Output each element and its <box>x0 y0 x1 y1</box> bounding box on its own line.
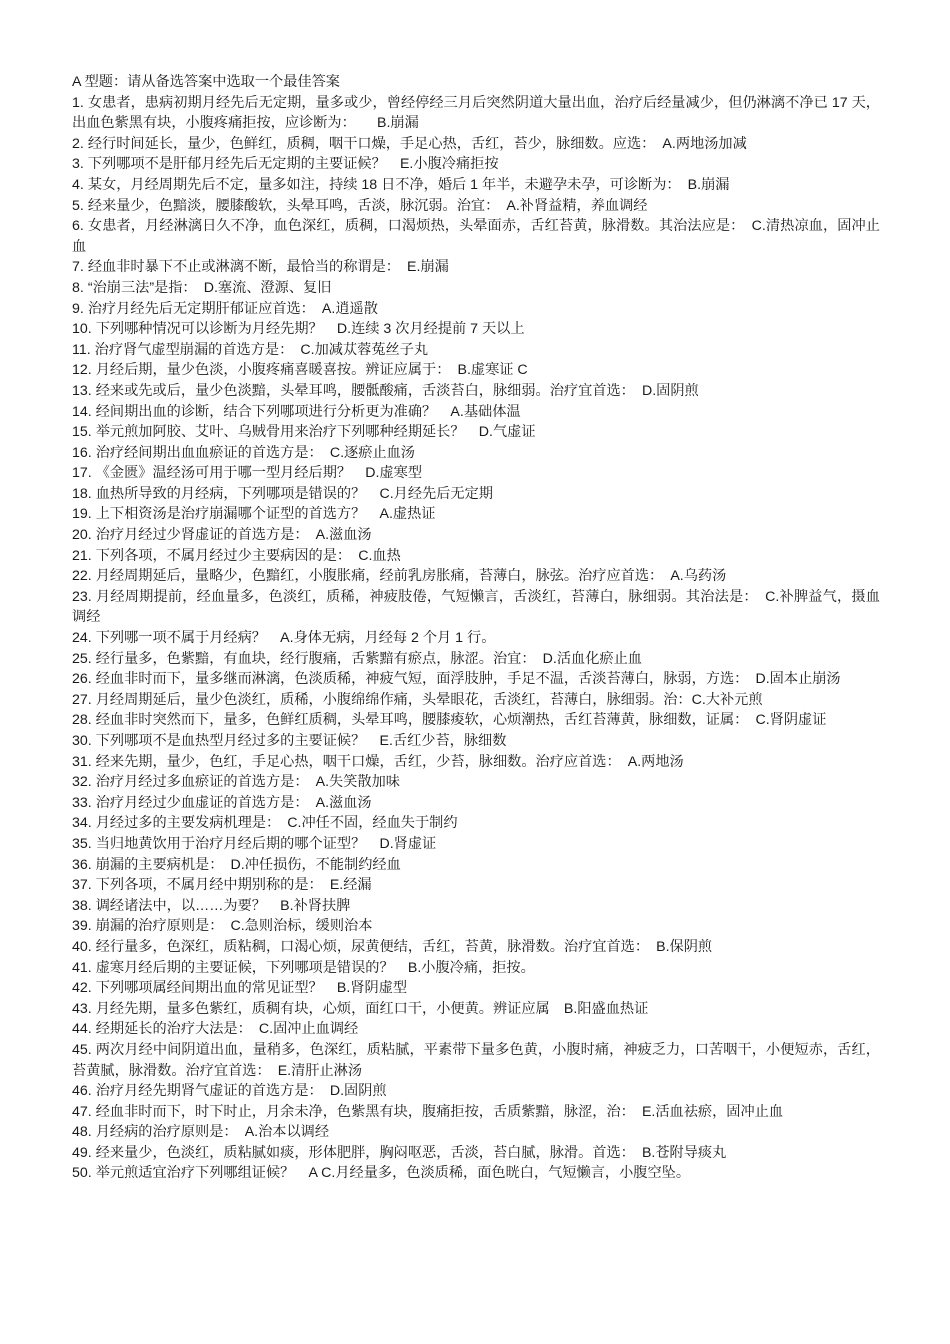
question-text: 虚寒月经后期的主要证候，下列哪项是错误的？ B.小腹冷痛，拒按。 <box>95 959 535 976</box>
question-text: 月经周期延后，量少色淡红，质稀，小腹绵绵作痛，头晕眼花，舌淡红，苔薄白，脉细弱。治：C.大补元煎 <box>95 691 763 708</box>
question-number: 12. <box>72 362 92 379</box>
question-item <box>72 381 880 402</box>
question-text: 经来量少，色淡红，质粘腻如痰，形体肥胖，胸闷呕恶，舌淡，苔白腻，脉滑。首选： B.苍附导痰丸 <box>95 1144 727 1161</box>
question-item <box>72 504 880 525</box>
question-item <box>72 855 880 876</box>
question-text: 月经后期，量少色淡，小腹疼痛喜暖喜按。辨证应属于： B.虚寒证 C <box>95 362 528 379</box>
question-item <box>72 546 880 567</box>
question-number: 48. <box>72 1124 92 1141</box>
question-number: 9. <box>72 300 84 317</box>
question-item <box>72 340 880 361</box>
question-item <box>72 1143 880 1164</box>
question-text: 当归地黄饮用于治疗月经后期的哪个证型？ D.肾虚证 <box>95 835 437 852</box>
question-number: 44. <box>72 1021 92 1038</box>
question-text: 月经周期提前，经血量多，色淡红，质稀，神疲肢倦，气短懒言，舌淡红，苔薄白，脉细弱。其治法是： C.补脾益气，摄血调经 <box>72 588 880 626</box>
question-text: 女患者，患病初期月经先后无定期，量多或少，曾经停经三月后突然阴道大量出血，治疗后经量减少，但仍淋漓不净已 17 天，出血色紫黑有块，小腹疼痛拒按，应诊断为： B.崩漏 <box>72 94 880 132</box>
question-text: 经间期出血的诊断，结合下列哪项进行分析更为准确？ A.基础体温 <box>95 403 521 420</box>
question-number: 30. <box>72 733 92 749</box>
question-number: 37. <box>72 877 92 894</box>
question-number: 50. <box>72 1165 92 1182</box>
question-text: 经血非时而下，时下时止，月余未净，色紫黑有块，腹痛拒按，舌质紫黯，脉涩，治： E.活血祛瘀，固冲止血 <box>95 1103 784 1120</box>
question-text: 下列哪种情况可以诊断为月经先期？ D.连续 3 次月经提前 7 天以上 <box>95 321 525 338</box>
question-number: 8. <box>72 279 84 296</box>
question-item <box>72 1163 880 1184</box>
question-number: 20. <box>72 527 92 544</box>
question-item <box>72 319 880 340</box>
question-text: 治疗肾气虚型崩漏的首选方是： C.加减苁蓉菟丝子丸 <box>94 341 429 358</box>
question-item <box>72 93 880 134</box>
question-number: 4. <box>72 176 84 193</box>
question-text: 月经病的治疗原则是： A.治本以调经 <box>95 1124 330 1141</box>
question-number: 42. <box>72 980 92 997</box>
question-text: 经来量少，色黯淡，腰膝酸软，头晕耳鸣，舌淡，脉沉弱。治宜： A.补肾益精，养血调经 <box>87 197 648 214</box>
question-text: 崩漏的治疗原则是： C.急则治标，缓则治本 <box>95 918 373 935</box>
question-text: 治疗经间期出血血瘀证的首选方是： C.逐瘀止血汤 <box>95 444 415 461</box>
question-item <box>72 257 880 278</box>
question-text: 女患者，月经淋漓日久不净，血色深红，质稠，口渴烦热，头晕面赤，舌红苔黄，脉滑数。其治法应是： C.清热凉血，固冲止血 <box>72 218 880 255</box>
question-text: 下列哪项属经间期出血的常见证型？ B.肾阴虚型 <box>95 980 408 997</box>
question-item <box>72 896 880 917</box>
question-item <box>72 978 880 999</box>
question-text: 治疗月经过少肾虚证的首选方是： A.滋血汤 <box>95 527 372 544</box>
question-item <box>72 710 880 731</box>
question-item <box>72 154 880 175</box>
question-item <box>72 134 880 155</box>
question-item <box>72 216 880 257</box>
question-item <box>72 1019 880 1040</box>
question-list <box>72 93 880 1184</box>
question-item <box>72 834 880 855</box>
question-text: 举元煎适宜治疗下列哪组证候？ A C.月经量多，色淡质稀，面色晄白，气短懒言，小腹空坠。 <box>95 1165 691 1182</box>
question-item <box>72 360 880 381</box>
question-number: 46. <box>72 1083 92 1100</box>
section-heading: A 型题：请从备选答案中选取一个最佳答案 <box>72 74 340 90</box>
question-item <box>72 484 880 505</box>
question-number: 19. <box>72 506 92 523</box>
question-number: 27. <box>72 691 92 708</box>
question-number: 40. <box>72 938 92 955</box>
question-number: 25. <box>72 650 92 667</box>
question-number: 22. <box>72 568 92 585</box>
question-number: 1. <box>72 94 84 111</box>
question-item <box>72 628 880 649</box>
question-text: 调经诸法中，以……为要？ B.补肾扶脾 <box>95 897 351 914</box>
question-number: 23. <box>72 588 92 605</box>
question-text: 两次月经中间阴道出血，量稍多，色深红，质粘腻，平素带下量多色黄，小腹时痛，神疲乏力，口苦咽干，小便短赤，舌红，苔黄腻，脉滑数。治疗宜首选： E.清肝止淋汤 <box>72 1041 880 1079</box>
question-number: 28. <box>72 712 92 729</box>
question-item <box>72 1040 880 1081</box>
question-number: 34. <box>72 815 92 832</box>
question-item <box>72 299 880 320</box>
question-item <box>72 1081 880 1102</box>
question-number: 41. <box>72 959 92 976</box>
question-number: 38. <box>72 897 92 914</box>
question-text: 治疗月经先期肾气虚证的首选方是： D.固阴煎 <box>95 1083 387 1100</box>
question-number: 26. <box>72 671 92 688</box>
question-text: 下列各项，不属月经过少主要病因的是： C.血热 <box>95 547 401 564</box>
question-number: 31. <box>72 753 92 770</box>
question-number: 35. <box>72 835 92 852</box>
question-number: 16. <box>72 444 92 461</box>
question-item <box>72 525 880 546</box>
question-text: 崩漏的主要病机是： D.冲任损伤，不能制约经血 <box>95 856 401 873</box>
question-item <box>72 196 880 217</box>
question-text: 下列各项，不属月经中期别称的是： E.经漏 <box>95 877 372 894</box>
question-item <box>72 587 880 628</box>
question-text: 上下相资汤是治疗崩漏哪个证型的首选方？ A.虚热证 <box>95 506 436 523</box>
question-number: 33. <box>72 794 92 811</box>
question-item <box>72 1122 880 1143</box>
question-item <box>72 422 880 443</box>
question-number: 17. <box>72 465 92 482</box>
question-text: 《金匮》温经汤可用于哪一型月经后期？ D.虚寒型 <box>95 465 423 482</box>
question-number: 45. <box>72 1041 92 1058</box>
question-text: 经行量多，色紫黯，有血块，经行腹痛，舌紫黯有瘀点，脉涩。治宜： D.活血化瘀止血 <box>95 650 642 667</box>
question-item <box>72 443 880 464</box>
question-text: 月经周期延后，量略少，色黯红，小腹胀痛，经前乳房胀痛，苔薄白，脉弦。治疗应首选： A.乌药汤 <box>95 568 727 585</box>
question-item <box>72 752 880 773</box>
question-number: 2. <box>72 135 84 152</box>
question-text: 下列哪项不是肝郁月经先后无定期的主要证候？ E.小腹冷痛拒按 <box>87 156 499 173</box>
question-text: 下列哪项不是血热型月经过多的主要证候？ E.舌红少苔，脉细数 <box>95 733 507 749</box>
question-item <box>72 669 880 690</box>
question-number: 49. <box>72 1144 92 1161</box>
question-item <box>72 1102 880 1123</box>
question-number: 15. <box>72 424 92 441</box>
question-item <box>72 875 880 896</box>
question-text: 经血非时突然而下，量多，色鲜红质稠，头晕耳鸣，腰膝痠软，心烦潮热，舌红苔薄黄，脉细数，证属： C.肾阴虚证 <box>95 712 827 729</box>
question-number: 13. <box>72 382 92 399</box>
question-text: 治疗月经过多血瘀证的首选方是： A.失笑散加味 <box>95 774 400 791</box>
question-item <box>72 916 880 937</box>
question-number: 18. <box>72 485 92 502</box>
question-number: 3. <box>72 156 84 173</box>
question-number: 10. <box>72 321 92 338</box>
question-number: 43. <box>72 1000 92 1017</box>
question-item <box>72 402 880 423</box>
question-text: 经来先期，量少，色红，手足心热，咽干口燥，舌红，少苔，脉细数。治疗应首选： A.两地汤 <box>95 753 684 770</box>
question-number: 39. <box>72 918 92 935</box>
question-item <box>72 278 880 299</box>
question-text: 经期延长的治疗大法是： C.固冲止血调经 <box>95 1021 359 1038</box>
question-item <box>72 731 880 752</box>
question-item <box>72 999 880 1020</box>
question-text: 治疗月经先后无定期肝郁证应首选： A.逍遥散 <box>87 300 378 317</box>
question-number: 7. <box>72 259 84 276</box>
question-text: 血热所导致的月经病，下列哪项是错误的？ C.月经先后无定期 <box>95 485 493 502</box>
question-text: 月经过多的主要发病机理是： C.冲任不固，经血失于制约 <box>95 815 458 832</box>
question-item <box>72 958 880 979</box>
question-text: 治疗月经过少血虚证的首选方是： A.滋血汤 <box>95 794 372 811</box>
question-number: 32. <box>72 774 92 791</box>
question-text: 经行时间延长，量少，色鲜红，质稠，咽干口燥，手足心热，舌红，苔少，脉细数。应选： A.两地汤加减 <box>87 135 747 152</box>
question-item <box>72 772 880 793</box>
question-text: 下列哪一项不属于月经病？ A.身体无病，月经每 2 个月 1 行。 <box>95 630 496 647</box>
question-number: 14. <box>72 403 92 420</box>
question-item <box>72 813 880 834</box>
question-item <box>72 463 880 484</box>
question-item <box>72 566 880 587</box>
question-item <box>72 690 880 711</box>
question-number: 5. <box>72 197 84 214</box>
question-number: 6. <box>72 218 84 235</box>
question-item <box>72 175 880 196</box>
question-number: 21. <box>72 547 92 564</box>
question-number: 36. <box>72 856 92 873</box>
question-text: 经行量多，色深红，质粘稠，口渴心烦，尿黄便结，舌红，苔黄，脉滑数。治疗宜首选： B.保阴煎 <box>95 938 713 955</box>
question-text: 月经先期，量多色紫红，质稠有块，心烦，面红口干，小便黄。辨证应属 B.阳盛血热证 <box>95 1000 649 1017</box>
question-text: “治崩三法”是指： D.塞流、澄源、复旧 <box>87 279 332 296</box>
question-text: 经血非时而下，量多继而淋漓，色淡质稀，神疲气短，面浮肢肿，手足不温，舌淡苔薄白，脉弱，方选： D.固本止崩汤 <box>95 671 841 688</box>
question-text: 某女，月经周期先后不定，量多如注，持续 18 日不净，婚后 1 年半，未避孕未孕，可诊断为： B.崩漏 <box>87 176 730 193</box>
question-text: 经来或先或后，量少色淡黯，头晕耳鸣，腰骶酸痛，舌淡苔白，脉细弱。治疗宜首选： D.固阴煎 <box>95 382 699 399</box>
question-number: 24. <box>72 630 92 647</box>
question-text: 经血非时暴下不止或淋漓不断，最恰当的称谓是： E.崩漏 <box>87 259 449 276</box>
question-text: 举元煎加阿胶、艾叶、乌贼骨用来治疗下列哪种经期延长？ D.气虚证 <box>95 424 536 441</box>
question-item <box>72 649 880 670</box>
question-item <box>72 937 880 958</box>
exam-document <box>72 72 880 1184</box>
question-item <box>72 793 880 814</box>
question-number: 47. <box>72 1103 92 1120</box>
question-number: 11. <box>72 341 91 358</box>
